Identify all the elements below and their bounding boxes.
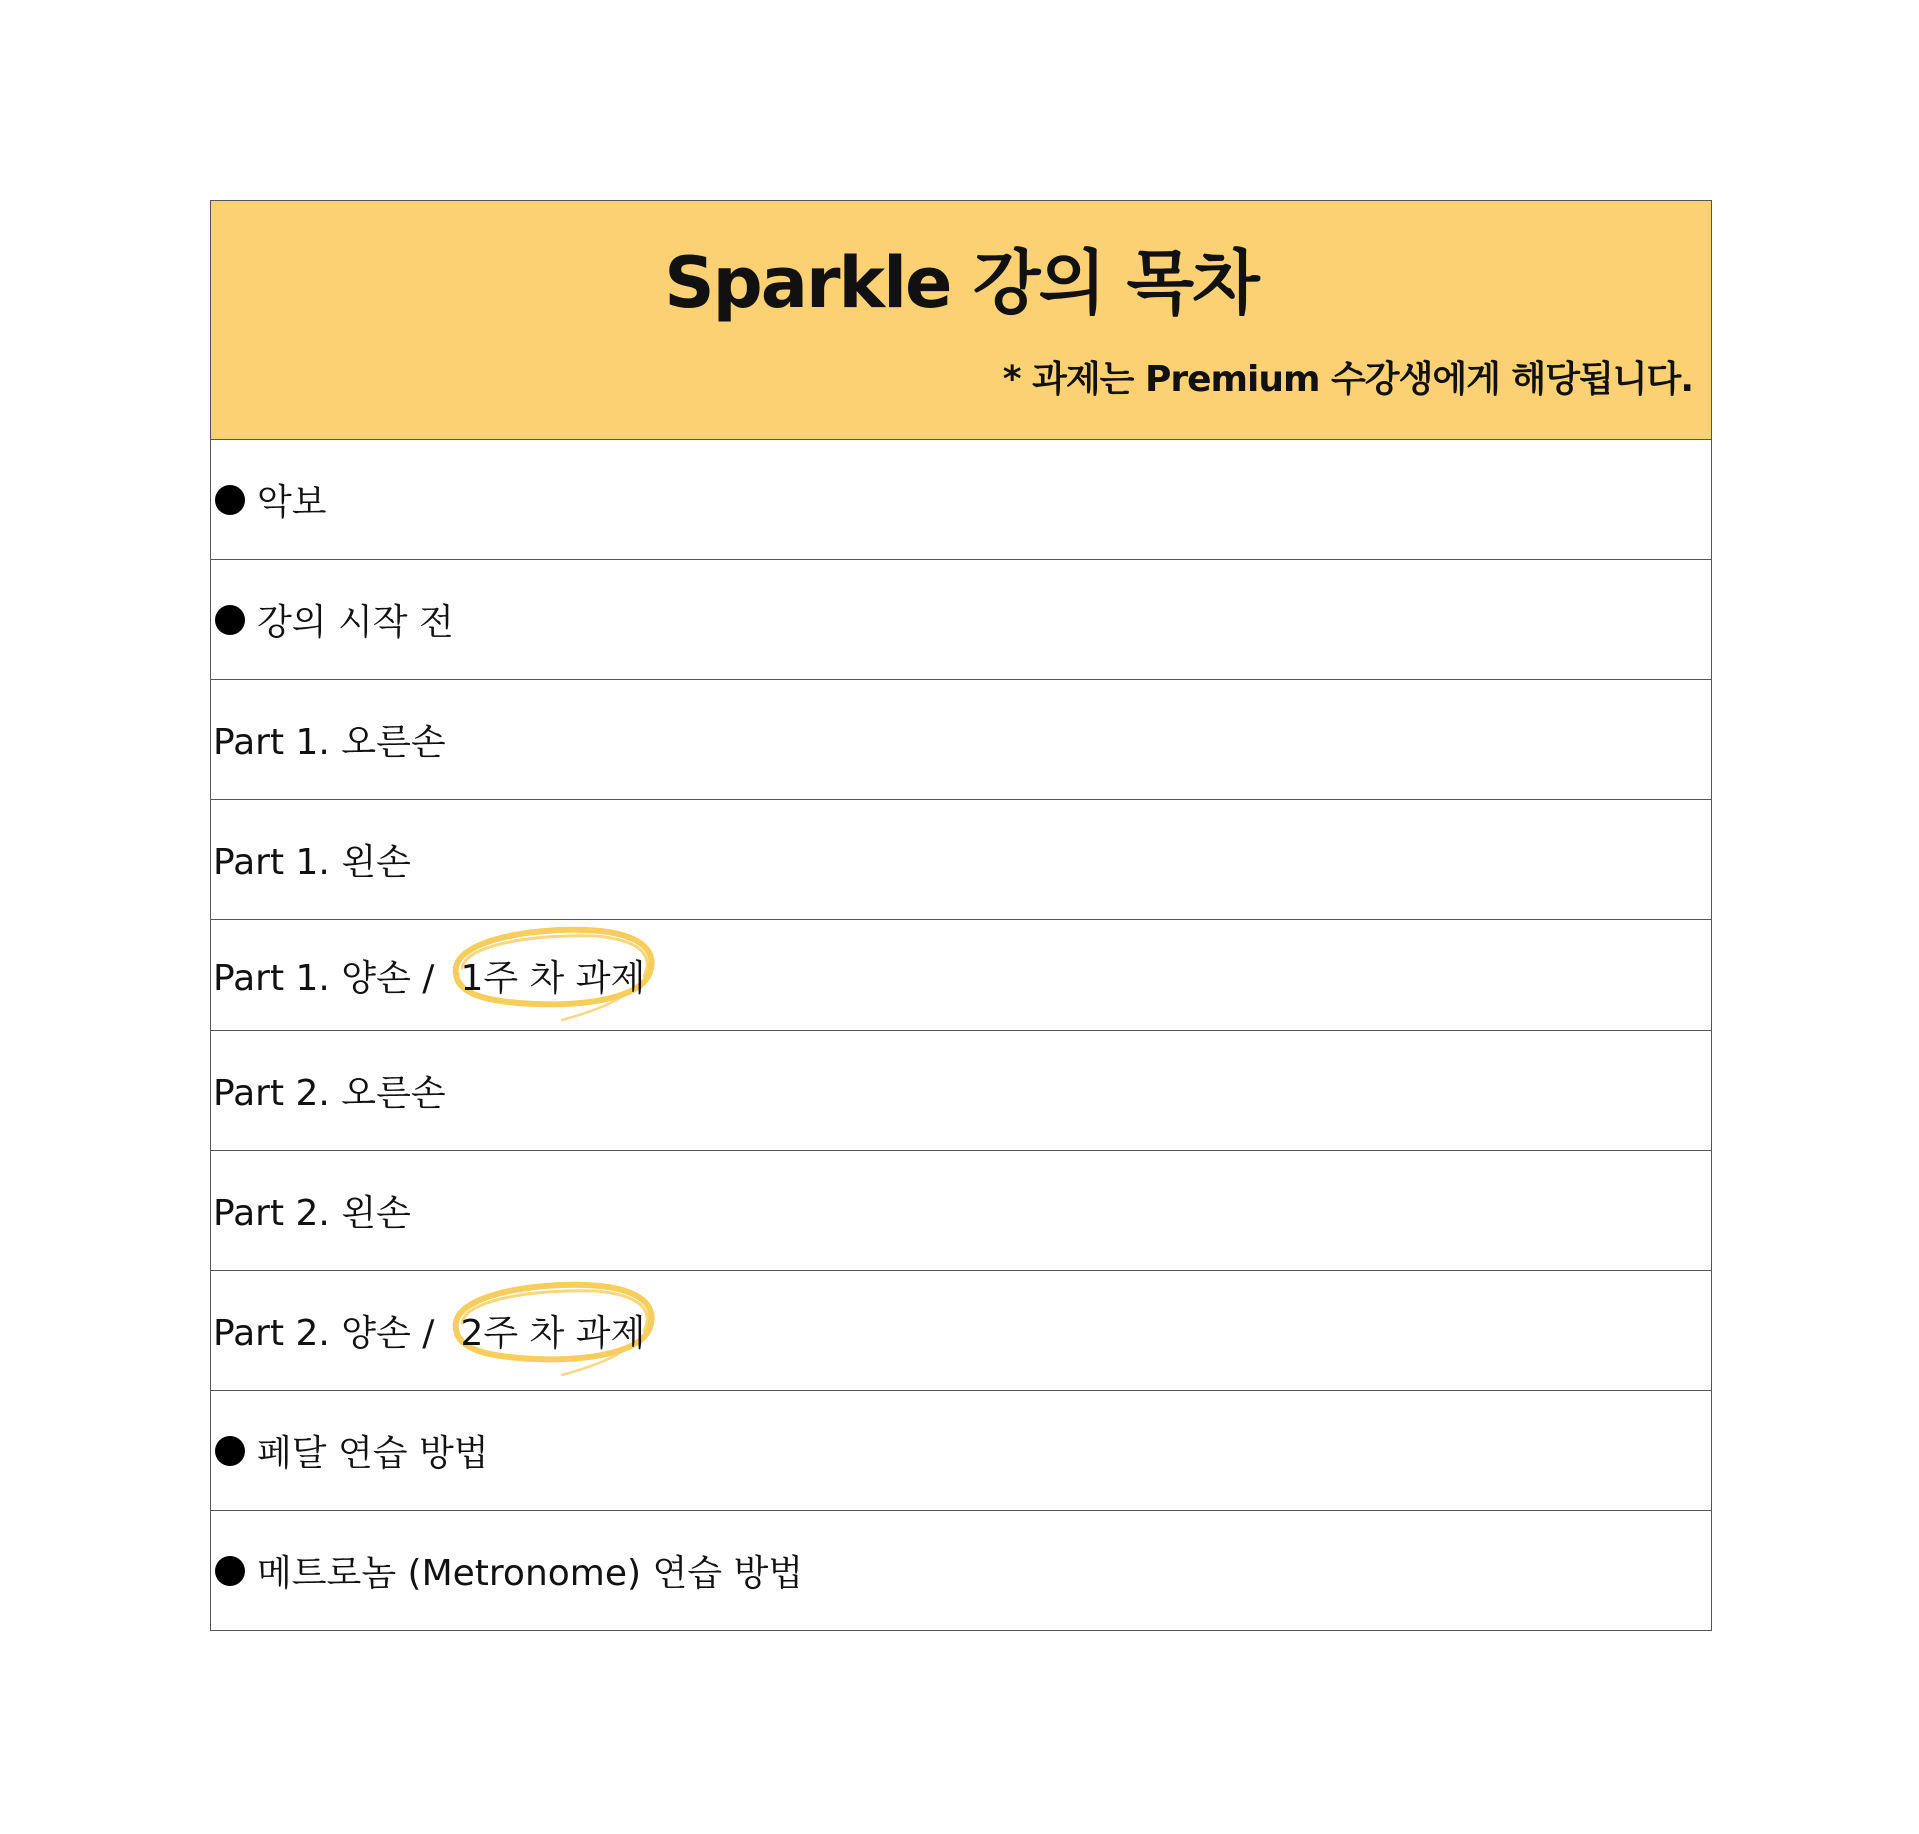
premium-note: * 과제는 Premium 수강생에게 해당됩니다.	[1002, 359, 1693, 400]
toc-row-part2-both-hands[interactable]	[211, 1271, 1711, 1391]
row-label: Part 2. 오른손	[213, 1073, 446, 1114]
toc-row-pedal-practice[interactable]	[211, 1391, 1711, 1511]
toc-row-sheet-music[interactable]	[211, 440, 1711, 560]
toc-header	[211, 201, 1711, 440]
bullet-icon	[215, 485, 245, 515]
toc-row-before-lecture[interactable]	[211, 560, 1711, 680]
assignment-label: 1주 차 과제	[460, 957, 646, 999]
bullet-icon	[215, 1436, 245, 1466]
bullet-icon	[215, 605, 245, 635]
row-label: Part 1. 왼손	[213, 842, 411, 883]
row-label: Part 1. 오른손	[213, 722, 446, 763]
row-label: 강의 시작 전	[257, 602, 454, 643]
row-label: 악보	[257, 482, 327, 523]
assignment-badge	[460, 950, 645, 1001]
toc-row-part1-both-hands[interactable]	[211, 920, 1711, 1031]
assignment-label: 2주 차 과제	[460, 1313, 646, 1354]
toc-row-part1-right-hand[interactable]	[211, 680, 1711, 800]
toc-row-part1-left-hand[interactable]	[211, 800, 1711, 920]
page-title: Sparkle 강의 목차	[664, 242, 1258, 324]
toc-row-metronome-practice[interactable]	[211, 1511, 1711, 1630]
assignment-badge	[460, 1305, 645, 1356]
row-label: Part 2. 양손 /	[213, 1313, 435, 1354]
toc-table	[210, 200, 1712, 1631]
row-label: Part 2. 왼손	[213, 1193, 411, 1234]
row-label: 페달 연습 방법	[257, 1433, 489, 1474]
row-label: Part 1. 양손 /	[213, 957, 435, 999]
toc-row-part2-left-hand[interactable]	[211, 1151, 1711, 1271]
row-label: 메트로놈 (Metronome) 연습 방법	[257, 1553, 804, 1594]
toc-row-part2-right-hand[interactable]	[211, 1031, 1711, 1151]
bullet-icon	[215, 1556, 245, 1586]
